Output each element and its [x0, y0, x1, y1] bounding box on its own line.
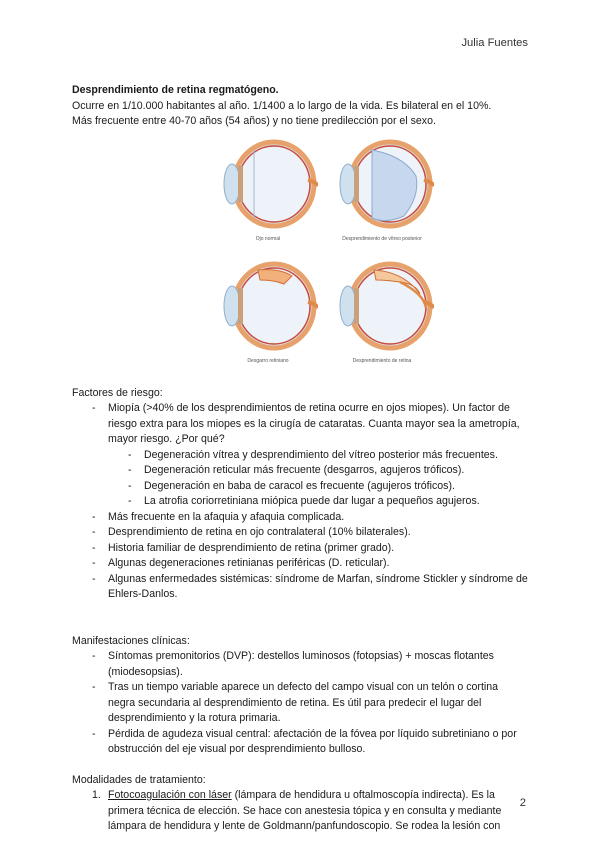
list-item: - Degeneración vítrea y desprendimiento del vítreo posterior más frecuentes. [128, 448, 528, 464]
header-author: Julia Fuentes [461, 37, 528, 49]
list-item: - Algunas degeneraciones retinianas periféricas (D. reticular). [92, 556, 528, 572]
risk-factors-label: Factores de riesgo: [72, 386, 163, 399]
list-item: - Más frecuente en la afaquia y afaquia complicada. [92, 510, 528, 526]
list-item: - Desprendimiento de retina en ojo contralateral (10% bilaterales). [92, 525, 528, 541]
list-item: - Algunas enfermedades sistémicas: síndrome de Marfan, síndrome Stickler y síndrome de Ehlers-Danlos. [92, 572, 528, 603]
caption-pvd-eye: Desprendimiento de vítreo posterior [342, 235, 422, 242]
eye-tear-illustration [218, 258, 318, 358]
laser-photocoagulation-description: (lámpara de hendidura u oftalmoscopía indirecta). Es la primera técnica de elección. Se hace con anestesia tópica y en consulta y mediante lámpara de hendidura y lente de Goldmann/panfundoscopio. Se rodea la lesión con [108, 789, 502, 832]
list-item: - Historia familiar de desprendimiento de retina (primer grado). [92, 541, 528, 557]
intro-line-2: Más frecuente entre 40-70 años (54 años) y no tiene predilección por el sexo. [72, 115, 436, 127]
page-number: 2 [519, 797, 526, 809]
treatment-label: Modalidades de tratamiento: [72, 773, 206, 786]
list-item: - Pérdida de agudeza visual central: afectación de la fóvea por líquido subretiniano o por obstrucción del eje visual por desprendimiento bulloso. [92, 727, 528, 758]
list-item [92, 401, 528, 510]
intro-line-1: Ocurre en 1/10.000 habitantes al año. 1/1400 a lo largo de la vida. Es bilateral en el 10%. [72, 99, 492, 112]
list-item [92, 788, 528, 835]
section-title: Desprendimiento de retina regmatógeno. [72, 84, 279, 96]
caption-normal-eye: Ojo normal [255, 235, 281, 242]
eye-pvd-illustration [334, 136, 434, 236]
list-item: - Tras un tiempo variable aparece un defecto del campo visual con un telón o cortina negra secundaria al desprendimiento de retina. Es útil para predecir el lugar del desprendimiento y la rotura primaria. [92, 680, 528, 727]
eye-detachment-illustration [334, 258, 434, 358]
list-item: - Síntomas premonitorios (DVP): destellos luminosos (fotopsias) + moscas flotantes (miodesopsias). [92, 649, 528, 680]
risk-factors-list [72, 401, 528, 603]
eye-normal-illustration [218, 136, 318, 236]
manifestations-label: Manifestaciones clínicas: [72, 634, 190, 647]
manifestations-list [72, 649, 528, 758]
list-item: - Degeneración reticular más frecuente (desgarros, agujeros tróficos). [128, 463, 528, 479]
caption-detachment-eye: Desprendimiento de retina [352, 357, 412, 364]
list-item: - La atrofia coriorretiniana miópica puede dar lugar a pequeños agujeros. [128, 494, 528, 510]
myopia-sublist [108, 448, 528, 510]
list-item: - Degeneración en baba de caracol es frecuente (agujeros tróficos). [128, 479, 528, 495]
eye-illustration-figure [210, 136, 442, 380]
laser-photocoagulation-term: Fotocoagulación con láser [108, 789, 232, 801]
treatment-list [72, 788, 528, 835]
myopia-item-text: Miopía (>40% de los desprendimientos de retina ocurre en ojos miopes). Un factor de riesgo extra para los miopes es la cirugía de cataratas. Cuanta mayor sea la ametropía, mayor riesgo. ¿Por qué? [108, 402, 520, 445]
page-content [72, 83, 528, 835]
caption-tear-eye: Desgarro retiniano [247, 357, 289, 364]
